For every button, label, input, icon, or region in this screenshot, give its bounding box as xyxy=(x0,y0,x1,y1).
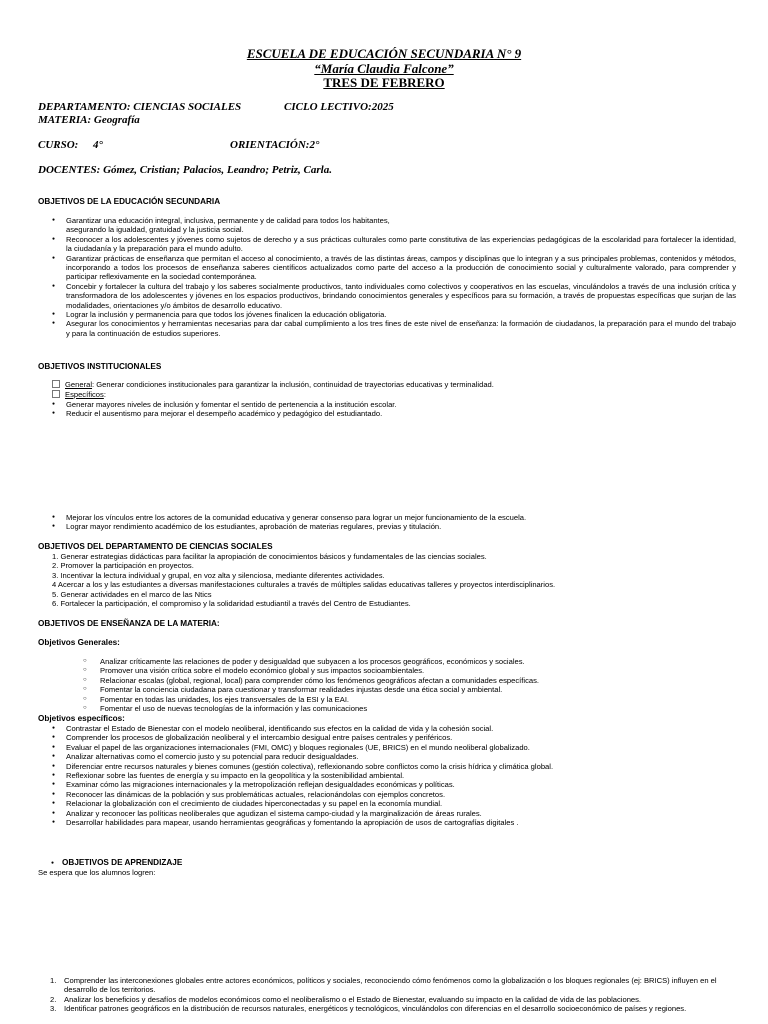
obj-departamento-list xyxy=(52,552,742,608)
departamento-label: DEPARTAMENTO: CIENCIAS SOCIALES xyxy=(38,101,242,113)
list-item: ● Mejorar los vínculos entre los actores de la comunidad educativa y generar consenso para lograr un mejor funcionamiento de la escuela. xyxy=(38,513,736,522)
general-text: : Generar condiciones institucionales para garantizar la inclusión, continuidad de trayectorias educativas y terminalidad. xyxy=(92,380,494,389)
list-item: ○ Promover una visión crítica sobre el modelo económico global y sus impactos socioambientales. xyxy=(38,666,736,675)
obj-generales-title: Objetivos Generales: xyxy=(38,638,120,647)
obj-institucionales-list-a xyxy=(38,400,736,419)
list-item: ● Evaluar el papel de las organizaciones internacionales (FMI, OMC) y bloques regionales (UE, BRICS) en el mundo neoliberal globalizado. xyxy=(38,743,736,752)
school-title: ESCUELA DE EDUCACIÓN SECUNDARIA N° 9 xyxy=(246,46,522,61)
list-item: ● Asegurar los conocimientos y herramientas necesarias para dar cabal cumplimiento a los tres fines de este nivel de enseñanza: la formación de ciudadanos, la preparación para el mundo del trabajo y para la continuación de estudios superiores. xyxy=(38,319,736,338)
list-item: ● Concebir y fortalecer la cultura del trabajo y los saberes socialmente productivos, tanto individuales como colectivos y cooperativos en las escuelas, vinculándolos a través de una inclusión crítica y transformadora de los adolescentes y jóvenes en los espacios productivos, brindando conocimientos generales y específicos para su formación, a través de propuestas específicas que surjan de las modalidades, orientaciones y/o ámbitos de desarrollo educativo. xyxy=(38,282,736,310)
list-item xyxy=(38,1004,738,1013)
especificos-label: Específicos xyxy=(65,390,104,399)
orientacion-label: ORIENTACIÓN:2° xyxy=(230,139,320,151)
list-item: 5. Generar actividades en el marco de las Ntics xyxy=(52,589,212,599)
list-item: ● Reconocer las dinámicas de la población y sus problemáticas actuales, relacionándolas con ejemplos concretos. xyxy=(38,790,736,799)
item-text: Identificar patrones geográficos en la distribución de recursos naturales, energéticos y tecnológicos, vinculándolos con diferencias en el desarrollo socioeconómico de países y regiones. xyxy=(64,1004,687,1014)
obj-especificos-line xyxy=(52,390,742,399)
docentes-label: DOCENTES: Gómez, Cristian; Palacios, Leandro; Petriz, Carla. xyxy=(38,164,332,176)
list-item: ○ Fomentar el uso de nuevas tecnologías de la información y las comunicaciones xyxy=(38,704,736,713)
bullet-icon: ● xyxy=(51,860,55,866)
list-item: ● Contrastar el Estado de Bienestar con el modelo neoliberal, identificando sus efectos en la calidad de vida y la cohesión social. xyxy=(38,724,736,733)
list-item: ● Reducir el ausentismo para mejorar el desempeño académico y pedagógico del estudiantado. xyxy=(38,409,736,418)
list-item: ● Lograr la inclusión y permanencia para que todos los jóvenes finalicen la educación obligatoria. xyxy=(38,310,736,319)
obj-secundaria-list xyxy=(38,216,736,338)
list-item: 3. Incentivar la lectura individual y grupal, en voz alta y silenciosa, mediante diferentes actividades. xyxy=(52,570,385,580)
especificos-colon: : xyxy=(103,390,106,399)
obj-especificos-title: Objetivos específicos: xyxy=(38,714,125,723)
curso-value: 4° xyxy=(93,139,103,151)
item-number: 2. xyxy=(50,994,57,1004)
list-item: ● Lograr mayor rendimiento académico de los estudiantes, aprobación de materias regulares, previas y titulación. xyxy=(38,522,736,531)
list-item: ● Reconocer a los adolescentes y jóvenes como sujetos de derecho y a sus prácticas culturales como parte constitutiva de las experiencias pedagógicas de la escolaridad para fortalecer la identidad, la ciudadanía y la preparación para el mundo adulto. xyxy=(38,235,736,254)
list-item: ● Examinar cómo las migraciones internacionales y la metropolización reflejan desigualdades económicas y políticas. xyxy=(38,780,736,789)
list-item: 2. Promover la participación en proyectos. xyxy=(52,561,194,571)
school-name: “María Claudia Falcone” xyxy=(314,61,454,76)
obj-aprendizaje-list xyxy=(38,976,738,1014)
obj-materia-title: OBJETIVOS DE ENSEÑANZA DE LA MATERIA: xyxy=(38,619,220,628)
checkbox-icon xyxy=(52,380,60,388)
list-item: ● Analizar y reconocer las políticas neoliberales que agudizan el sistema campo-ciudad y la marginalización de áreas rurales. xyxy=(38,809,736,818)
list-item: 4 Acercar a los y las estudiantes a diversas manifestaciones culturales a través de múltiples salidas educativas talleres y proyectos interdisciplinarios. xyxy=(52,580,556,590)
list-item: ● Relacionar la globalización con el crecimiento de ciudades hiperconectadas y su papel en la economía mundial. xyxy=(38,799,736,808)
list-item: ● Desarrollar habilidades para mapear, usando herramientas geográficas y fomentando la apropiación de usos de cartografías digitales . xyxy=(38,818,736,827)
obj-aprendizaje-intro: Se espera que los alumnos logren: xyxy=(38,868,156,877)
obj-secundaria-title: OBJETIVOS DE LA EDUCACIÓN SECUNDARIA xyxy=(38,197,221,206)
obj-generales-list xyxy=(38,657,736,713)
list-item xyxy=(38,976,738,995)
general-label: General xyxy=(65,380,93,389)
obj-departamento-title: OBJETIVOS DEL DEPARTAMENTO DE CIENCIAS SOCIALES xyxy=(38,542,273,551)
list-item: ● Reflexionar sobre las fuentes de energía y su impacto en la geopolítica y la sostenibilidad ambiental. xyxy=(38,771,736,780)
ciclo-lectivo: CICLO LECTIVO:2025 xyxy=(284,101,394,113)
list-item: ○ Fomentar en todas las unidades, los ejes transversales de la ESI y la EAI. xyxy=(38,695,736,704)
list-item: ● Garantizar una educación integral, inclusiva, permanente y de calidad para todos los habitantes, xyxy=(38,216,736,225)
list-item: ● Analizar alternativas como el comercio justo y su potencial para reducir desigualdades. xyxy=(38,752,736,761)
school-city: TRES DE FEBRERO xyxy=(323,75,445,90)
list-item: ● Garantizar prácticas de enseñanza que permitan el acceso al conocimiento, a través de las distintas áreas, campos y disciplinas que lo integran y a sus principales problemas, contenidos y métodos, incorporando a todos los procesos de enseñanza saberes científicos actualizados como parte del acceso a la producción de conocimiento social y culturalmente valorado, para comprender y participar reflexivamente en la sociedad contemporánea. xyxy=(38,254,736,282)
obj-institucionales-list-b xyxy=(38,513,736,532)
list-item: 1. Generar estrategias didácticas para facilitar la apropiación de conocimientos básicos y fundamentales de las ciencias sociales. xyxy=(52,552,487,561)
materia-label: MATERIA: Geografía xyxy=(38,114,140,126)
obj-aprendizaje-title xyxy=(38,858,182,868)
list-item: ○ Fomentar la conciencia ciudadana para cuestionar y transformar realidades injustas desde una ética social y ambiental. xyxy=(38,685,736,694)
list-item: ● Generar mayores niveles de inclusión y fomentar el sentido de pertenencia a la institución escolar. xyxy=(38,400,736,409)
list-item: ● Comprender los procesos de globalización neoliberal y el intercambio desigual entre países centrales y periféricos. xyxy=(38,733,736,742)
item-text: Analizar los beneficios y desafíos de modelos económicos como el neoliberalismo o el Estado de Bienestar, evaluando su impacto en la calidad de vida de las poblaciones. xyxy=(64,994,642,1004)
obj-general-line xyxy=(52,380,742,389)
checkbox-icon xyxy=(52,390,60,398)
item-number: 1. xyxy=(50,976,57,985)
curso-label: CURSO: xyxy=(38,139,79,151)
list-item: 6. Fortalecer la participación, el compromiso y la solidaridad estudiantil a través del Centro de Estudiantes. xyxy=(52,599,411,609)
obj-institucionales-title: OBJETIVOS INSTITUCIONALES xyxy=(38,362,162,371)
list-item: ● Diferenciar entre recursos naturales y bienes comunes (gestión colectiva), reflexionando sobre conflictos como la crisis hídrica y climática global. xyxy=(38,762,736,771)
list-item: ○ Analizar críticamente las relaciones de poder y desigualdad que subyacen a los procesos geográficos, económicos y sociales. xyxy=(38,657,736,666)
obj-especificos-list xyxy=(38,724,736,827)
item-text: Comprender las interconexiones globales entre actores económicos, políticos y sociales, reconociendo cómo fenómenos como la globalización o los bloques regionales (ej: BRICS) influyen en el desarrollo de los territorios. xyxy=(64,976,717,995)
list-item-continuation: asegurando la igualdad, gratuidad y la justicia social. xyxy=(66,225,244,235)
list-item xyxy=(38,995,738,1004)
obj-aprendizaje-label: OBJETIVOS DE APRENDIZAJE xyxy=(62,858,183,867)
list-item: ○ Relacionar escalas (global, regional, local) para comprender cómo los fenómenos geográficos afectan a comunidades específicas. xyxy=(38,676,736,685)
item-number: 3. xyxy=(50,1004,57,1014)
